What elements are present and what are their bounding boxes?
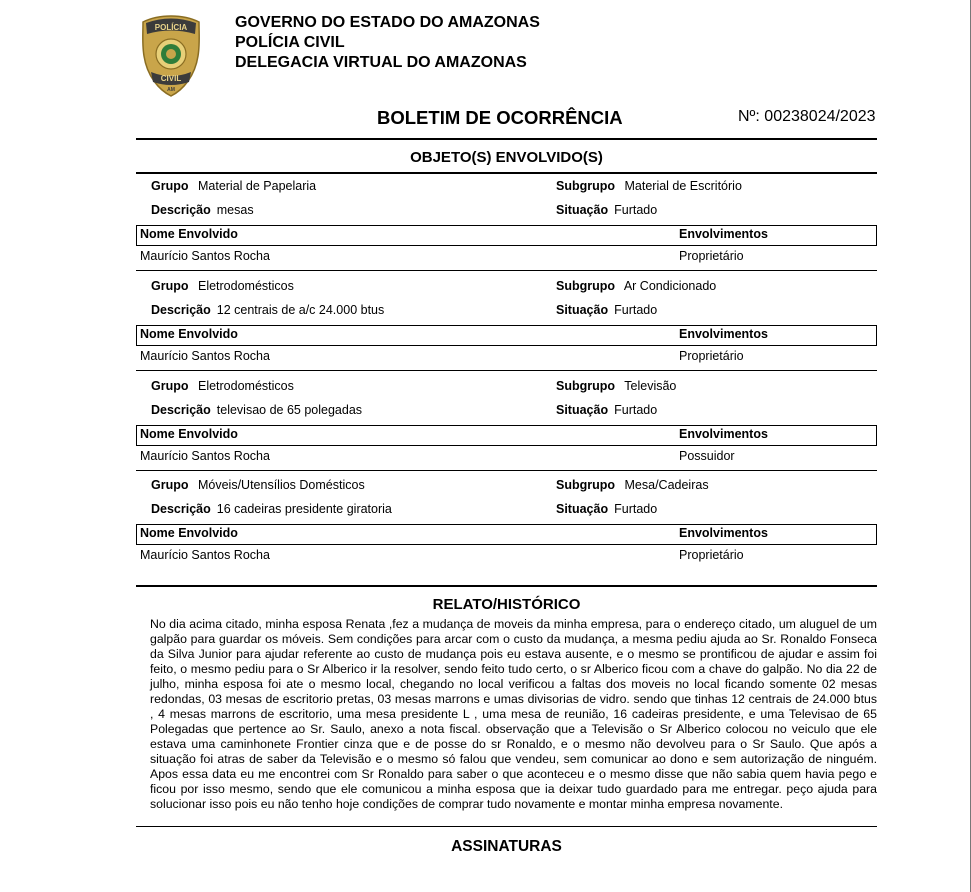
subgrupo-value: Ar Condicionado <box>623 279 717 293</box>
involved-name: Maurício Santos Rocha <box>140 449 270 463</box>
envolvimentos-header: Envolvimentos <box>679 227 768 241</box>
grupo-label: Grupo <box>151 279 189 293</box>
involvement-type: Proprietário <box>679 249 744 263</box>
document-title: BOLETIM DE OCORRÊNCIA <box>377 107 623 128</box>
object-item <box>136 277 877 377</box>
nome-envolvido-header: Nome Envolvido <box>140 227 238 241</box>
grupo-value: Eletrodomésticos <box>197 279 294 293</box>
descricao-label: Descrição <box>151 502 211 516</box>
situacao-label: Situação <box>556 502 609 516</box>
document-number-value: 00238024/2023 <box>764 108 876 125</box>
subgrupo-label: Subgrupo <box>556 179 616 193</box>
grupo-label: Grupo <box>151 379 189 393</box>
involved-name: Maurício Santos Rocha <box>140 349 270 363</box>
signatures-title: ASSINATURAS <box>451 838 562 855</box>
situacao-value: Furtado <box>614 403 658 417</box>
involved-table-header <box>136 425 877 446</box>
badge-top-text: POLÍCIA <box>154 23 188 32</box>
descricao-value: mesas <box>216 203 254 217</box>
situacao-label: Situação <box>556 203 609 217</box>
involved-table-header <box>136 524 877 545</box>
descricao-label: Descrição <box>151 303 211 317</box>
nome-envolvido-header: Nome Envolvido <box>140 427 238 441</box>
situacao-value: Furtado <box>614 203 658 217</box>
situacao-label: Situação <box>556 403 609 417</box>
subgrupo-value: Material de Escritório <box>624 179 742 193</box>
grupo-value: Material de Papelaria <box>197 179 317 193</box>
situacao-value: Furtado <box>614 502 658 516</box>
badge-bottom-text: CIVIL <box>160 74 182 83</box>
grupo-value: Eletrodomésticos <box>197 379 294 393</box>
descricao-label: Descrição <box>151 403 211 417</box>
subgrupo-label: Subgrupo <box>556 279 616 293</box>
objects-section-title: OBJETO(S) ENVOLVIDO(S) <box>410 149 603 166</box>
grupo-label: Grupo <box>151 179 189 193</box>
grupo-value: Móveis/Utensílios Domésticos <box>197 478 365 492</box>
involvement-type: Possuidor <box>679 449 735 463</box>
object-item <box>136 377 877 477</box>
document-number-label: Nº: <box>738 108 760 125</box>
descricao-label: Descrição <box>151 203 211 217</box>
subgrupo-value: Televisão <box>624 379 677 393</box>
descricao-value: televisao de 65 polegadas <box>216 403 363 417</box>
header-line-1: GOVERNO DO ESTADO DO AMAZONAS <box>235 14 540 31</box>
divider <box>136 826 877 827</box>
divider <box>136 138 877 140</box>
divider <box>136 172 877 174</box>
situacao-label: Situação <box>556 303 609 317</box>
nome-envolvido-header: Nome Envolvido <box>140 526 238 540</box>
badge-state-text: AM <box>167 87 175 93</box>
envolvimentos-header: Envolvimentos <box>679 327 768 341</box>
header-line-3: DELEGACIA VIRTUAL DO AMAZONAS <box>235 54 527 71</box>
involved-name: Maurício Santos Rocha <box>140 548 270 562</box>
involved-table-header <box>136 225 877 246</box>
divider <box>136 470 877 471</box>
descricao-value: 16 cadeiras presidente giratoria <box>216 502 392 516</box>
object-item <box>136 177 877 277</box>
object-item <box>136 476 877 576</box>
relato-text: No dia acima citado, minha esposa Renata ,fez a mudança de moveis da minha empresa, para o endereço citado, um aluguel de um galpão para guardar os móveis. Sem condições para arcar com o custo da mudança, a mesma pediu ajuda ao Sr. Ronaldo Fonseca da Silva Junior para ajudar referente ao custo de mudança pois eu estava ausente, e o mesmo se prontificou de ajudar e assim foi feito, o mesmo pediu para o Sr Alberico ir la resolver, sendo feito tudo certo, o sr Alberico ficou com a chave do galpão. No dia 22 de julho, minha esposa foi ate o mesmo local, chegando no local verificou a faltas dos moveis no local ficando somente 02 mesas redondas, 03 mesas de escritorio pretas, 03 mesas marrons e umas divisorias de vidro. sendo que tinhas 12 centrais de 24.000 btus , 4 mesas marrons de escritorio, uma mesa presidente L , uma mesa de reunião, 16 cadeiras presidente, e uma Televisao de 65 Polegadas que pertence ao Sr. Saulo, anexo a nota fiscal. observação que a Televisão o Sr Alberico colocou no veiculo que ele estava uma caminhonete Frontier cinza que e de posse do sr Ronaldo, e o mesmo não devolveu para o Sr Saulo. Que após a situação foi atras de saber da Televisão e o mesmo só falou que vendeu, sem comunicar ao dono e sem autorização de ninguém. Apos essa data eu me encontrei com Sr Ronaldo para saber o que aconteceu e o mesmo disse que não sabia quem havia pego e ficou por isso mesmo, sendo que ele comunicou a minha esposa que ia deixar tudo guardado para me entregar. peço ajuda para solucionar isso pois eu não tenho hoje condições de comprar tudo novamente e montar minha empresa novamente. <box>150 617 877 811</box>
header-line-2: POLÍCIA CIVIL <box>235 34 345 51</box>
involved-name: Maurício Santos Rocha <box>140 249 270 263</box>
police-badge-logo <box>139 14 203 98</box>
envolvimentos-header: Envolvimentos <box>679 526 768 540</box>
situacao-value: Furtado <box>614 303 658 317</box>
grupo-label: Grupo <box>151 478 189 492</box>
institution-header <box>235 13 540 73</box>
divider <box>136 370 877 371</box>
subgrupo-value: Mesa/Cadeiras <box>624 478 709 492</box>
subgrupo-label: Subgrupo <box>556 379 616 393</box>
involvement-type: Proprietário <box>679 548 744 562</box>
divider <box>136 270 877 271</box>
involved-table-header <box>136 325 877 346</box>
relato-section-title: RELATO/HISTÓRICO <box>432 596 581 613</box>
descricao-value: 12 centrais de a/c 24.000 btus <box>216 303 385 317</box>
nome-envolvido-header: Nome Envolvido <box>140 327 238 341</box>
document-number <box>738 108 876 126</box>
envolvimentos-header: Envolvimentos <box>679 427 768 441</box>
subgrupo-label: Subgrupo <box>556 478 616 492</box>
divider <box>136 585 877 587</box>
involvement-type: Proprietário <box>679 349 744 363</box>
